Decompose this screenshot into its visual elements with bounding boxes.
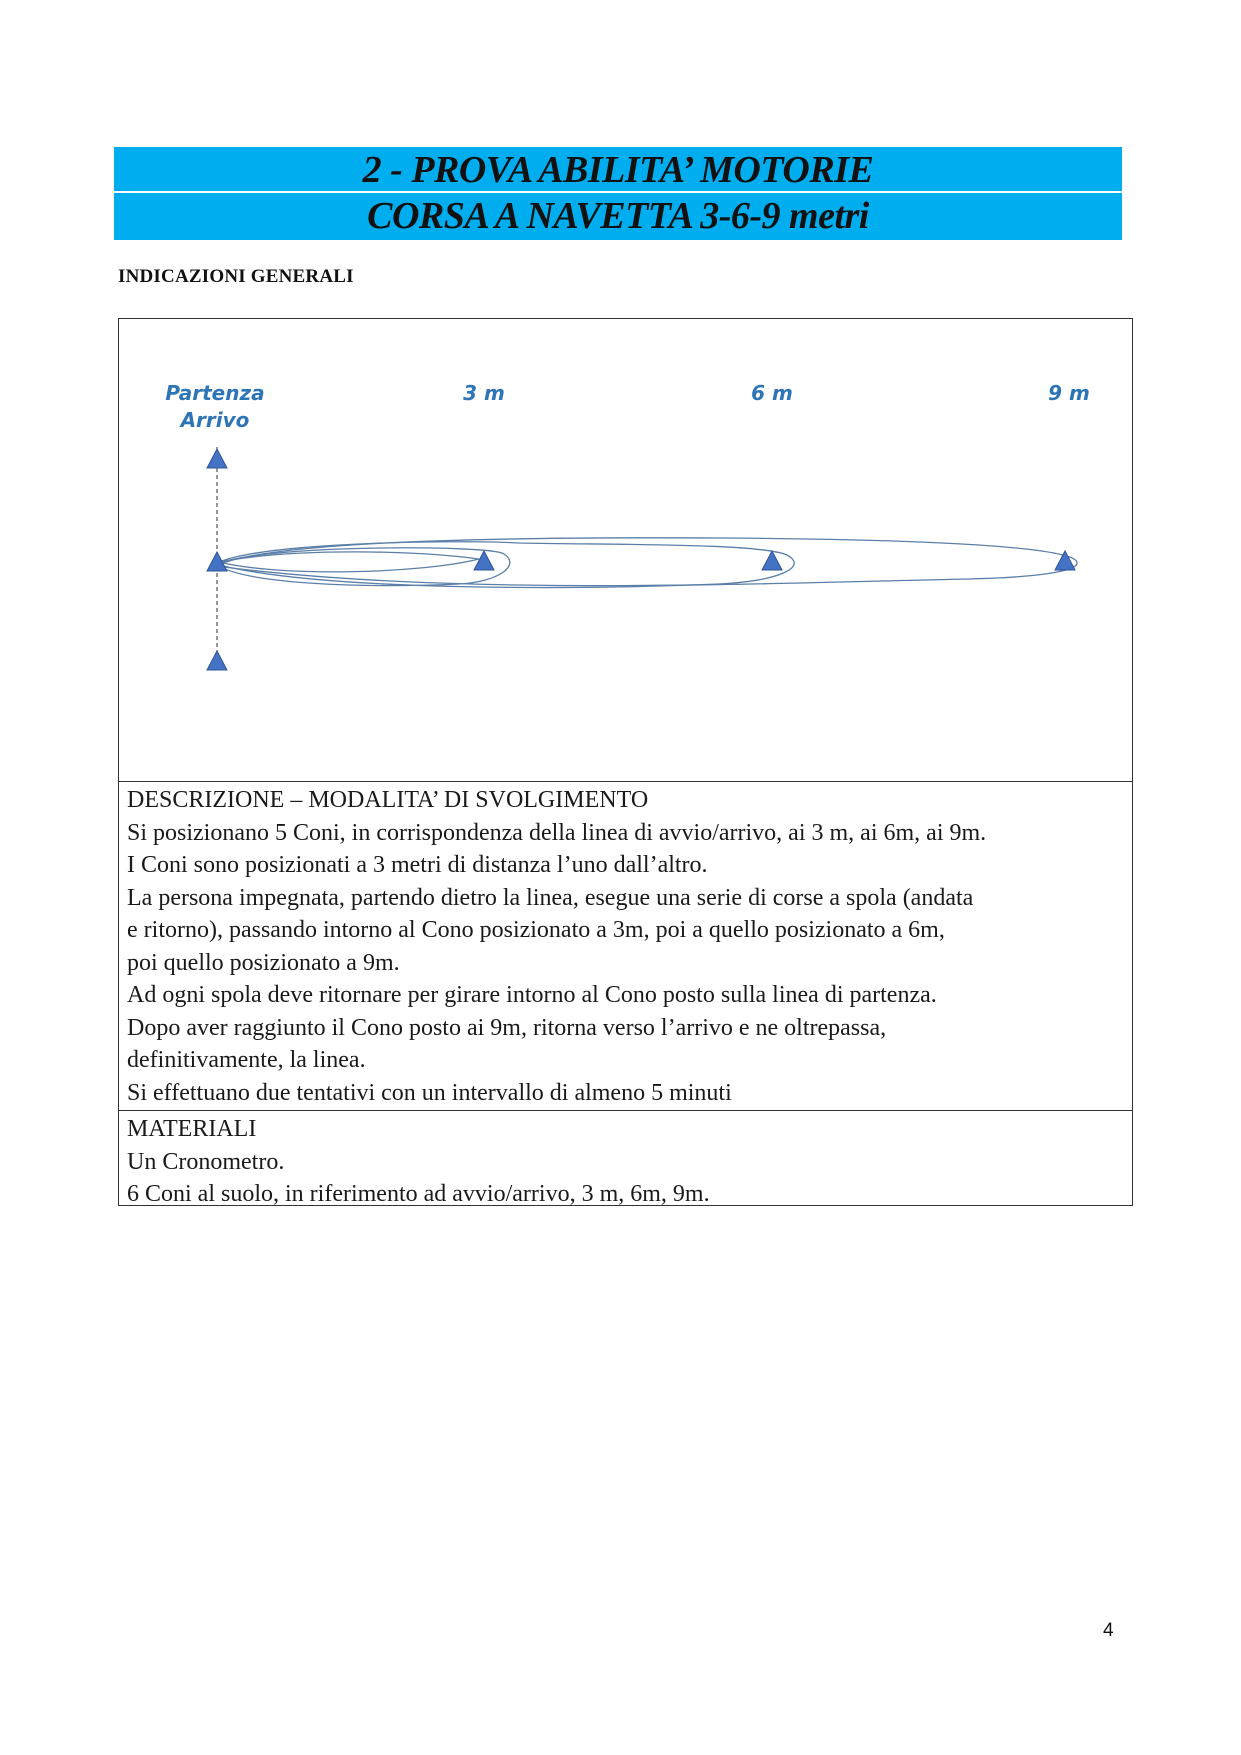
label-9m: 9 m <box>1048 381 1090 405</box>
description-line: Si posizionano 5 Coni, in corrispondenza della linea di avvio/arrivo, ai 3 m, ai 6m, ai 9m. <box>127 819 987 846</box>
description-line: Ad ogni spola deve ritornare per girare intorno al Cono posto sulla linea di partenza. <box>127 982 937 1008</box>
description-line: e ritorno), passando intorno al Cono posizionato a 3m, poi a quello posizionato a 6m, <box>127 917 945 943</box>
description-line: La persona impegnata, partendo dietro la linea, esegue una serie di corse a spola (andata <box>127 884 974 911</box>
section-label: INDICAZIONI GENERALI <box>118 266 354 287</box>
description-line: Dopo aver raggiunto il Cono posto ai 9m, ritorna verso l’arrivo e ne oltrepassa, <box>127 1014 887 1041</box>
description-line: I Coni sono posizionati a 3 metri di distanza l’uno dall’altro. <box>127 852 708 878</box>
page-number: 4 <box>1103 1620 1114 1641</box>
materials-line: Un Cronometro. <box>127 1148 285 1175</box>
content-table <box>118 318 1133 1206</box>
title-line-2: CORSA A NAVETTA 3-6-9 metri <box>367 195 869 237</box>
materials-section <box>119 1111 1132 1207</box>
title-line-1: 2 - PROVA ABILITA’ MOTORIE <box>362 149 874 191</box>
triangle-cone-icon <box>762 551 782 570</box>
description-section <box>119 782 1132 1111</box>
materials-line: 6 Coni al suolo, in riferimento ad avvio/arrivo, 3 m, 6m, 9m. <box>127 1181 710 1207</box>
label-3m: 3 m <box>463 381 505 405</box>
description-line: Si effettuano due tentativi con un intervallo di almeno 5 minuti <box>127 1079 732 1106</box>
diagram-area <box>119 319 1132 782</box>
description-line: definitivamente, la linea. <box>127 1047 366 1073</box>
title-banner <box>114 147 1122 240</box>
triangle-cone-icon <box>207 449 227 468</box>
label-finish: Arrivo <box>180 408 250 432</box>
triangle-cone-icon <box>474 551 494 570</box>
description-heading: DESCRIZIONE – MODALITA’ DI SVOLGIMENTO <box>127 787 649 813</box>
materials-heading: MATERIALI <box>127 1116 257 1142</box>
label-6m: 6 m <box>751 381 793 405</box>
run-paths <box>215 538 1077 588</box>
cones <box>207 449 1075 670</box>
shuttle-run-diagram <box>119 319 1131 780</box>
description-line: poi quello posizionato a 9m. <box>127 949 400 976</box>
triangle-cone-icon <box>207 651 227 670</box>
label-start: Partenza <box>165 381 265 405</box>
